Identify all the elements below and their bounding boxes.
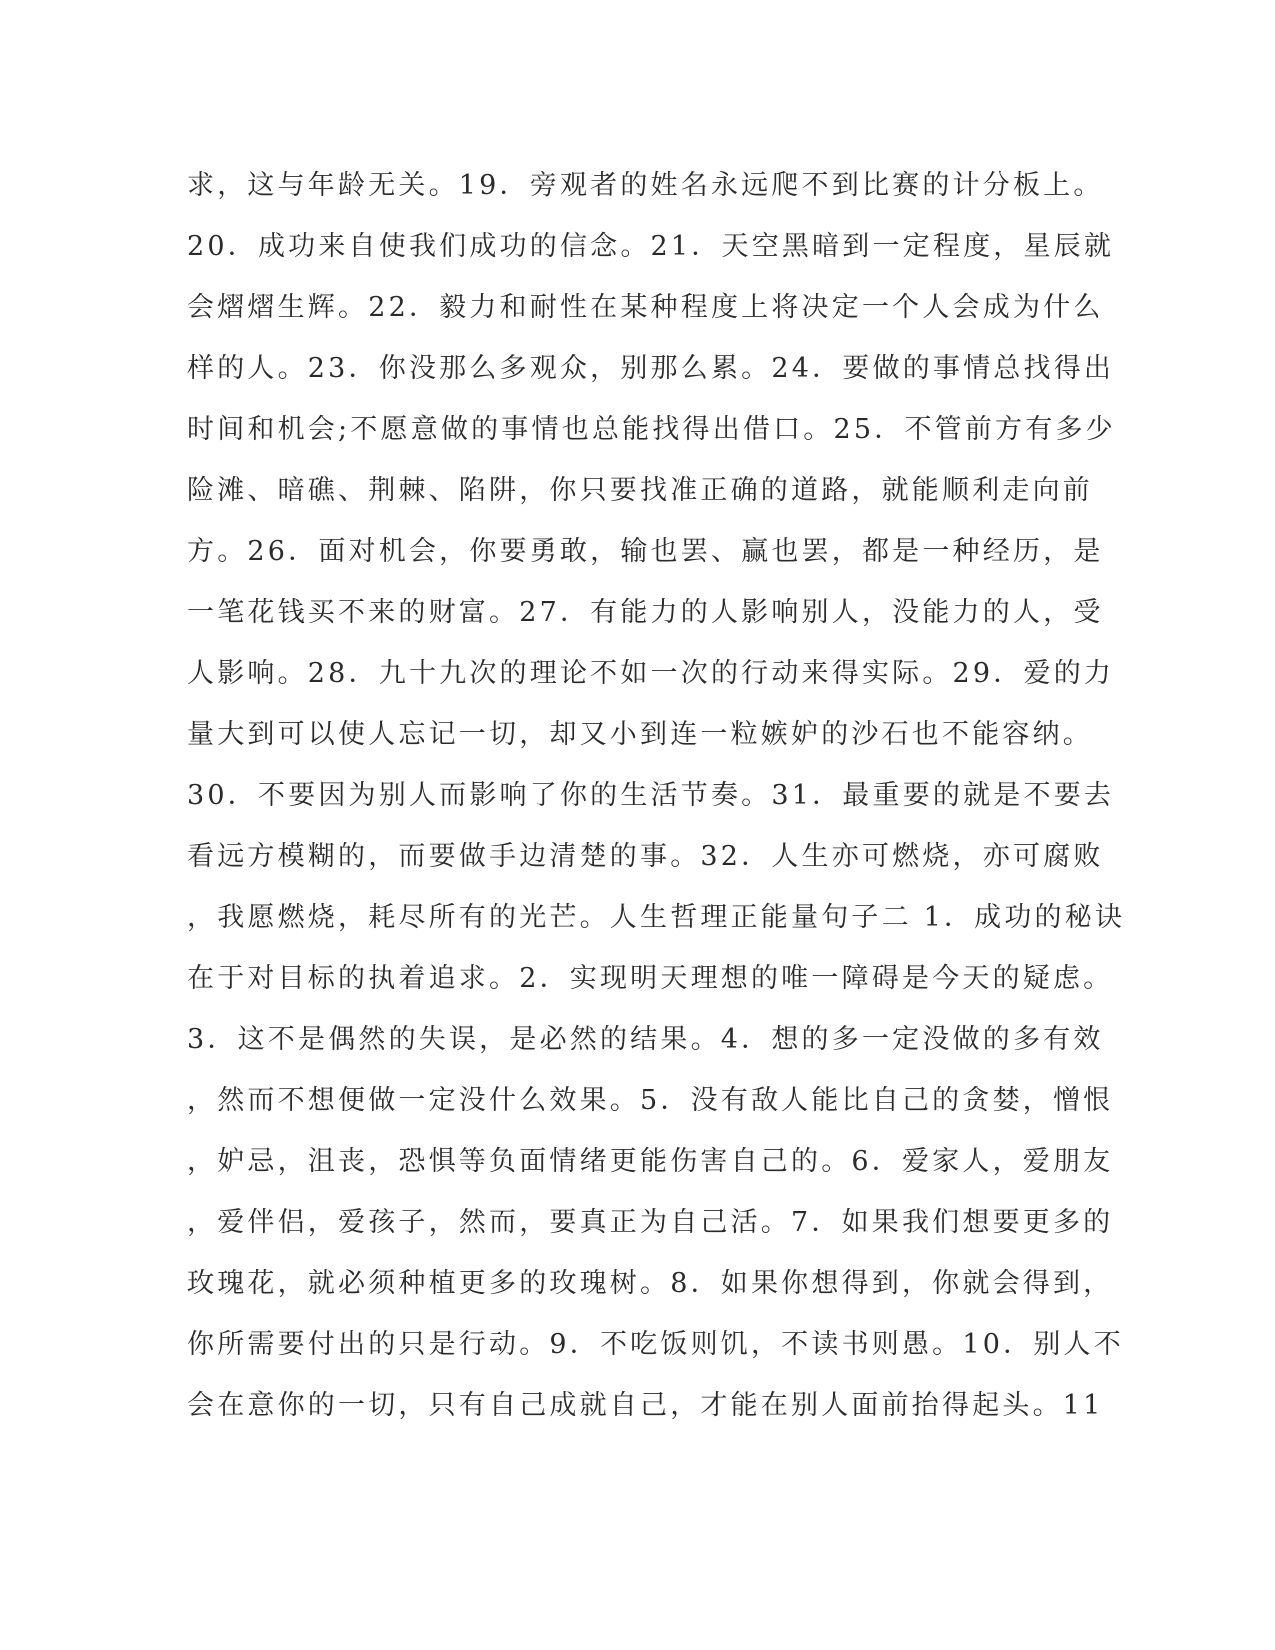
text-line: 一笔花钱买不来的财富。27．有能力的人影响别人，没能力的人，受 — [187, 597, 1104, 628]
text-line: 在于对目标的执着追求。2．实现明天理想的唯一障碍是今天的疑虑。 — [187, 963, 1114, 994]
body-text — [187, 155, 1126, 1436]
text-line: 量大到可以使人忘记一切，却又小到连一粒嫉妒的沙石也不能容纳。 — [187, 719, 1093, 750]
text-line: 你所需要付出的只是行动。9．不吃饭则饥，不读书则愚。10．别人不 — [187, 1329, 1124, 1360]
text-line: 玫瑰花，就必须种植更多的玫瑰树。8．如果你想得到，你就会得到， — [187, 1268, 1114, 1299]
text-line: ，妒忌，沮丧，恐惧等负面情绪更能伤害自己的。6．爱家人，爱朋友 — [187, 1146, 1114, 1177]
text-line: 看远方模糊的，而要做手边清楚的事。32．人生亦可燃烧，亦可腐败 — [187, 841, 1104, 872]
text-line: 险滩、暗礁、荆棘、陷阱，你只要找准正确的道路，就能顺利走向前 — [187, 475, 1093, 506]
text-line: 求，这与年龄无关。19．旁观者的姓名永远爬不到比赛的计分板上。 — [187, 170, 1104, 201]
text-line: 3．这不是偶然的失误，是必然的结果。4．想的多一定没做的多有效 — [187, 1024, 1104, 1055]
text-line: 会在意你的一切，只有自己成就自己，才能在别人面前抬得起头。11 — [187, 1390, 1104, 1421]
text-line: 时间和机会;不愿意做的事情也总能找得出借口。25．不管前方有多少 — [187, 414, 1116, 445]
text-line: ，然而不想便做一定没什么效果。5．没有敌人能比自己的贪婪，憎恨 — [187, 1085, 1114, 1116]
text-line: 方。26．面对机会，你要勇敢，输也罢、赢也罢，都是一种经历，是 — [187, 536, 1104, 567]
text-line: 30．不要因为别人而影响了你的生活节奏。31．最重要的就是不要去 — [187, 780, 1115, 811]
text-line: 样的人。23．你没那么多观众，别那么累。24．要做的事情总找得出 — [187, 353, 1115, 384]
text-line: 人影响。28．九十九次的理论不如一次的行动来得实际。29．爱的力 — [187, 658, 1115, 689]
text-line: ，爱伴侣，爱孩子，然而，要真正为自己活。7．如果我们想要更多的 — [187, 1207, 1114, 1238]
text-line: ，我愿燃烧，耗尽所有的光芒。人生哲理正能量句子二 1．成功的秘诀 — [187, 902, 1126, 933]
text-line: 20．成功来自使我们成功的信念。21．天空黑暗到一定程度，星辰就 — [187, 231, 1115, 262]
text-line: 会熠熠生辉。22．毅力和耐性在某种程度上将决定一个人会成为什么 — [187, 292, 1104, 323]
